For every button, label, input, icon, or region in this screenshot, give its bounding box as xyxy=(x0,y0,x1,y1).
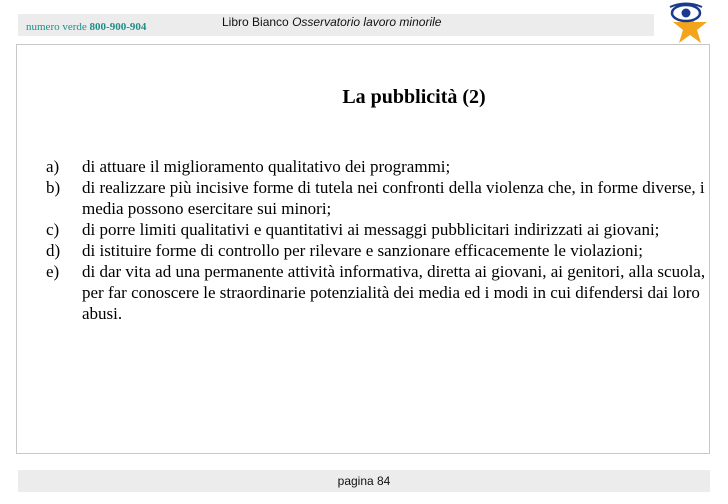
objectives-list xyxy=(46,156,706,324)
hotline-label: numero verde xyxy=(26,21,87,33)
list-item xyxy=(46,261,706,324)
list-item-text: di realizzare più incisive forme di tutela nei confronti della violenza che, in forme diverse, i media possono esercitare sui minori; xyxy=(82,178,705,218)
hotline-number: 800-900-904 xyxy=(89,21,147,33)
document-title-italic: Osservatorio lavoro minorile xyxy=(292,15,442,29)
slide-title-text: La pubblicità (2) xyxy=(342,86,486,108)
document-title-prefix: Libro Bianco xyxy=(222,15,289,29)
list-item-letter: d) xyxy=(46,241,61,260)
hotline-text xyxy=(26,21,146,33)
list-item-letter: b) xyxy=(46,178,61,197)
list-item-letter: e) xyxy=(46,262,60,281)
list-item xyxy=(46,156,706,177)
list-item-text: di porre limiti qualitativi e quantitativi ai messaggi pubblicitari indirizzati ai giovani; xyxy=(82,220,660,239)
page-number: pagina 84 xyxy=(337,474,391,488)
list-item xyxy=(46,219,706,240)
list-item xyxy=(46,177,706,219)
list-item-text: di dar vita ad una permanente attività informativa, diretta ai giovani, ai genitori, alla scuola, per far conoscere le straordinarie potenzialità dei media ed i modi in cui difendersi dai loro abusi. xyxy=(82,262,706,323)
list-item-text: di istituire forme di controllo per rilevare e sanzionare efficacemente le violazioni; xyxy=(82,241,643,260)
list-item-text: di attuare il miglioramento qualitativo dei programmi; xyxy=(82,157,451,176)
list-item xyxy=(46,240,706,261)
document-title xyxy=(222,15,441,29)
slide-title xyxy=(0,86,728,109)
list-item-letter: a) xyxy=(46,157,60,176)
list-item-letter: c) xyxy=(46,220,60,239)
eye-star-logo-icon xyxy=(664,2,710,46)
